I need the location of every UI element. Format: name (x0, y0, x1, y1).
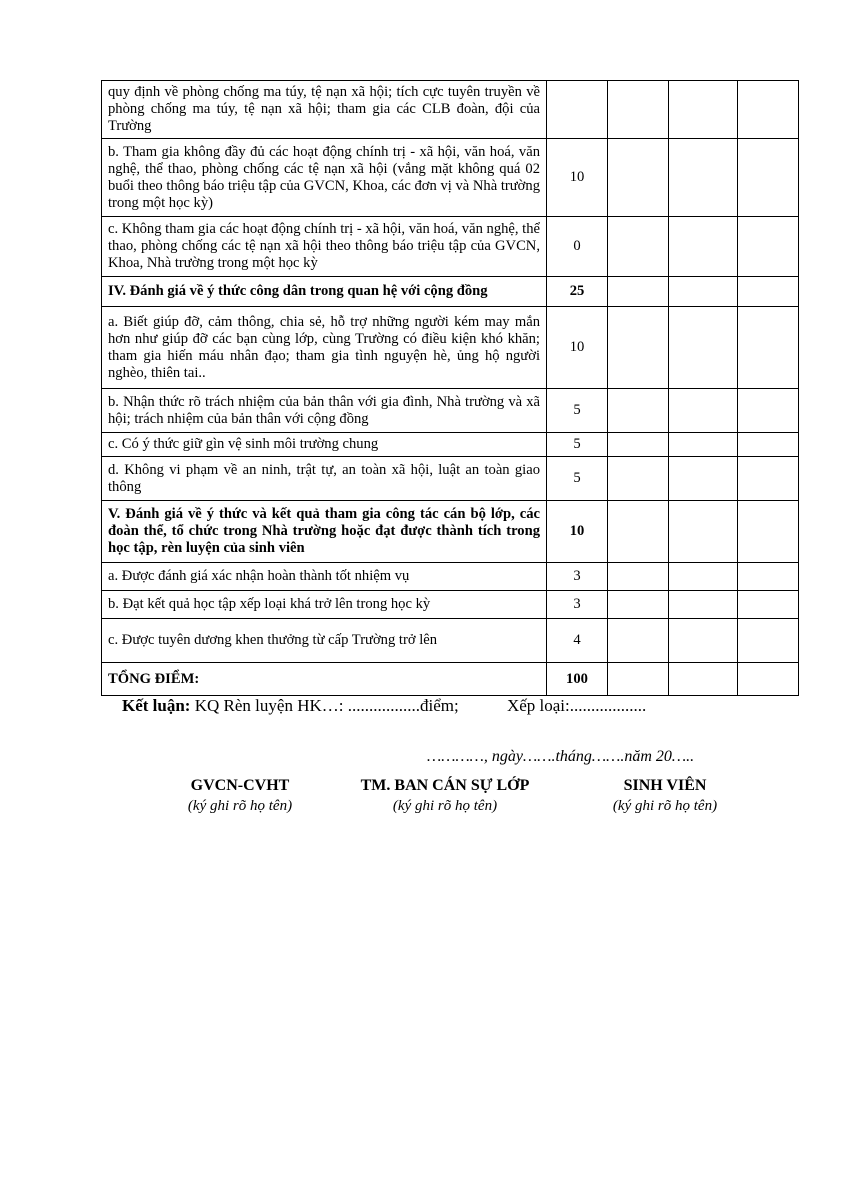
total-score: 100 (547, 663, 608, 696)
score-entry-cell (608, 619, 669, 663)
max-score-cell (547, 81, 608, 139)
score-entry-cell (608, 591, 669, 619)
score-entry-cell (669, 433, 738, 457)
max-score-cell: 0 (547, 217, 608, 277)
score-entry-cell (738, 217, 799, 277)
criterion-text: c. Có ý thức giữ gìn vệ sinh môi trường chung (102, 433, 547, 457)
score-entry-cell (738, 563, 799, 591)
score-entry-cell (669, 501, 738, 563)
max-score-cell: 3 (547, 563, 608, 591)
total-row (102, 663, 799, 696)
signature-note: (ký ghi rõ họ tên) (612, 798, 718, 814)
max-score-cell: 10 (547, 307, 608, 389)
conclusion-label: Kết luận: (122, 696, 191, 715)
score-entry-cell (669, 663, 738, 696)
conclusion-result: KQ Rèn luyện HK…: .................điểm; (194, 696, 459, 715)
score-entry-cell (738, 277, 799, 307)
score-entry-cell (738, 619, 799, 663)
max-score-cell: 10 (547, 139, 608, 217)
score-entry-cell (608, 501, 669, 563)
table-row (102, 217, 799, 277)
score-entry-cell (738, 139, 799, 217)
table-row (102, 563, 799, 591)
conclusion-rank: Xếp loại:.................. (506, 696, 647, 715)
table-row (102, 457, 799, 501)
score-entry-cell (608, 307, 669, 389)
table-row (102, 619, 799, 663)
signature-block-class-committee (350, 776, 540, 816)
score-entry-cell (669, 591, 738, 619)
score-entry-cell (608, 277, 669, 307)
criterion-text: b. Đạt kết quả học tập xếp loại khá trở lên trong học kỳ (102, 591, 547, 619)
date-line: …………, ngày…….tháng…….năm 20….. (427, 748, 695, 765)
table-row (102, 591, 799, 619)
conclusion-line (122, 696, 646, 716)
section-row (102, 501, 799, 563)
criterion-text: a. Được đánh giá xác nhận hoàn thành tốt nhiệm vụ (102, 563, 547, 591)
score-entry-cell (669, 307, 738, 389)
score-entry-cell (669, 81, 738, 139)
criterion-text: c. Được tuyên dương khen thưởng từ cấp Trường trở lên (102, 619, 547, 663)
criterion-text: V. Đánh giá về ý thức và kết quả tham gia công tác cán bộ lớp, các đoàn thể, tổ chức trong Nhà trường hoặc đạt được thành tích trong học tập, rèn luyện của sinh viên (102, 501, 547, 563)
table-row (102, 389, 799, 433)
table-row (102, 433, 799, 457)
score-entry-cell (738, 307, 799, 389)
table-row (102, 81, 799, 139)
score-entry-cell (669, 389, 738, 433)
score-entry-cell (738, 389, 799, 433)
score-entry-cell (738, 81, 799, 139)
signature-block-student (590, 776, 740, 816)
score-entry-cell (608, 433, 669, 457)
score-entry-cell (608, 139, 669, 217)
evaluation-table (101, 80, 799, 696)
table-row (102, 307, 799, 389)
max-score-cell: 25 (547, 277, 608, 307)
max-score-cell: 4 (547, 619, 608, 663)
signature-note: (ký ghi rõ họ tên) (392, 798, 498, 814)
score-entry-cell (608, 457, 669, 501)
score-entry-cell (669, 217, 738, 277)
score-entry-cell (669, 457, 738, 501)
score-entry-cell (669, 563, 738, 591)
max-score-cell: 3 (547, 591, 608, 619)
score-entry-cell (669, 619, 738, 663)
signature-title: TM. BAN CÁN SỰ LỚP (360, 777, 530, 794)
score-entry-cell (738, 433, 799, 457)
score-entry-cell (608, 663, 669, 696)
score-entry-cell (608, 217, 669, 277)
max-score-cell: 5 (547, 433, 608, 457)
signature-title: SINH VIÊN (623, 777, 707, 794)
max-score-cell: 5 (547, 389, 608, 433)
max-score-cell: 5 (547, 457, 608, 501)
score-entry-cell (608, 563, 669, 591)
score-entry-cell (669, 277, 738, 307)
total-label: TỔNG ĐIỂM: (102, 663, 547, 696)
score-entry-cell (738, 591, 799, 619)
score-entry-cell (738, 663, 799, 696)
criterion-text: quy định về phòng chống ma túy, tệ nạn xã hội; tích cực tuyên truyền về phòng chống ma túy, tệ nạn xã hội; tham gia các CLB đoàn, đội của Trường (102, 81, 547, 139)
score-entry-cell (738, 457, 799, 501)
evaluation-table-body (102, 81, 799, 696)
criterion-text: c. Không tham gia các hoạt động chính trị - xã hội, văn hoá, văn nghệ, thể thao, phòng chống các tệ nạn xã hội theo thông báo triệu tập của GVCN, Khoa, Nhà trường trong một học kỳ (102, 217, 547, 277)
score-entry-cell (669, 139, 738, 217)
criterion-text: IV. Đánh giá về ý thức công dân trong quan hệ với cộng đồng (102, 277, 547, 307)
signature-note: (ký ghi rõ họ tên) (187, 798, 293, 814)
table-row (102, 139, 799, 217)
signature-title: GVCN-CVHT (190, 777, 290, 794)
section-row (102, 277, 799, 307)
criterion-text: d. Không vi phạm về an ninh, trật tự, an toàn xã hội, luật an toàn giao thông (102, 457, 547, 501)
score-entry-cell (738, 501, 799, 563)
score-entry-cell (608, 81, 669, 139)
criterion-text: a. Biết giúp đỡ, cảm thông, chia sẻ, hỗ trợ những người kém may mắn hơn như giúp đỡ các bạn cùng lớp, cùng Trường có điều kiện khó khăn; tham gia hiến máu nhân đạo; tham gia tình nguyện hè, ủng hộ người nghèo, thiên tai.. (102, 307, 547, 389)
criterion-text: b. Tham gia không đầy đủ các hoạt động chính trị - xã hội, văn hoá, văn nghệ, thể thao, phòng chống các tệ nạn xã hội (vắng mặt không quá 02 buổi theo thông báo triệu tập của GVCN, Khoa, các đơn vị và Nhà trường trong một học kỳ) (102, 139, 547, 217)
score-entry-cell (608, 389, 669, 433)
max-score-cell: 10 (547, 501, 608, 563)
criterion-text: b. Nhận thức rõ trách nhiệm của bản thân với gia đình, Nhà trường và xã hội; trách nhiệm của bản thân với cộng đồng (102, 389, 547, 433)
signature-block-advisor (160, 776, 320, 816)
